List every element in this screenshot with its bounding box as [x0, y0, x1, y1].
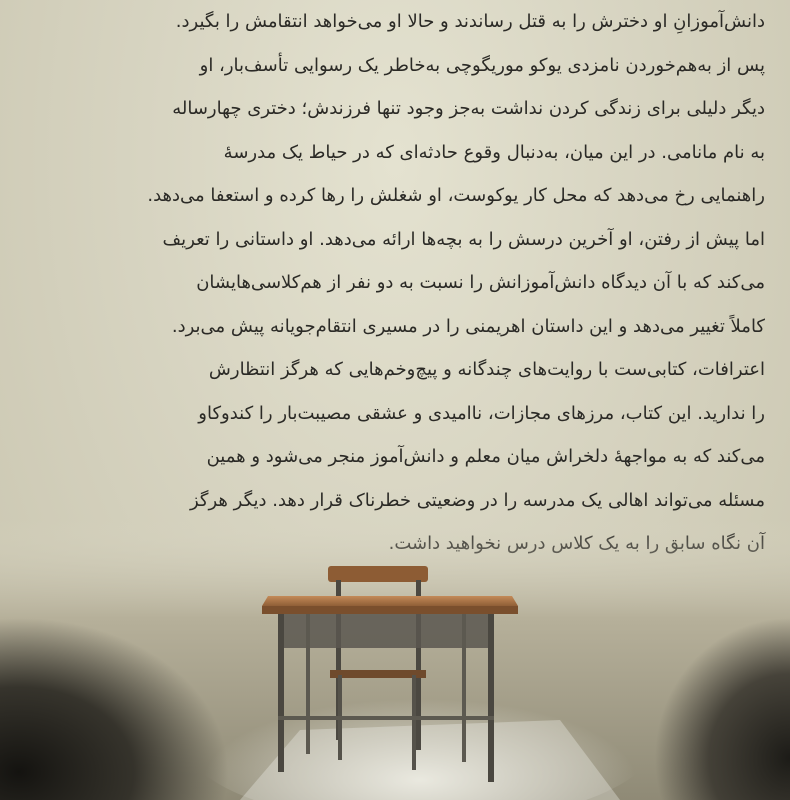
synopsis-line: اعترافات، کتابی‌ست با روایت‌های چندگانه و پیچ‌وخم‌هایی که هرگز انتظارش — [208, 359, 765, 380]
classroom-desk-illustration — [0, 520, 790, 800]
synopsis-line: را ندارید. این کتاب، مرزهای مجازات، ناامیدی و عشقی مصیبت‌بار را کندوکاو — [198, 402, 765, 424]
synopsis-line: پس از به‌هم‌خوردن نامزدی یوکو موریگوچی به‌خاطر یک رسوایی تأسف‌بار، او — [199, 54, 765, 76]
synopsis-line: به نام مانامی. در این میان، به‌دنبال وقوع حادثه‌ای که در حیاط یک مدرسهٔ — [223, 141, 765, 163]
synopsis-line: دیگر دلیلی برای زندگی کردن نداشت به‌جز وجود تنها فرزندش؛ دختری چهارساله — [172, 98, 765, 119]
synopsis-line: مسئله می‌تواند اهالی یک مدرسه را در وضعیتی خطرناک قرار دهد. دیگر هرگز — [190, 489, 765, 511]
synopsis-line: راهنمایی رخ می‌دهد که محل کار یوکوست، او شغلش را رها کرده و استعفا می‌دهد. — [147, 185, 765, 206]
left-shadow — [0, 520, 380, 800]
synopsis-text — [95, 0, 765, 530]
synopsis-line: می‌کند که با آن دیدگاه دانش‌آموزانش را نسبت به دو نفر از هم‌کلاسی‌هایشان — [196, 272, 765, 293]
synopsis-line: می‌کند که به مواجههٔ دلخراش میان معلم و دانش‌آموز منجر می‌شود و همین — [206, 446, 765, 467]
synopsis-line: دانش‌آموزانِ او دخترش را به قتل رساندند و حالا او می‌خواهد انتقامش را بگیرد. — [175, 11, 765, 32]
synopsis-line: اما پیش از رفتن، او آخرین درسش را به بچه‌ها ارائه می‌دهد. او داستانی را تعریف — [162, 228, 765, 250]
synopsis-line: کاملاً تغییر می‌دهد و این داستان اهریمنی را در مسیری انتقام‌جویانه پیش می‌برد. — [171, 315, 765, 337]
right-shadow — [520, 520, 790, 800]
